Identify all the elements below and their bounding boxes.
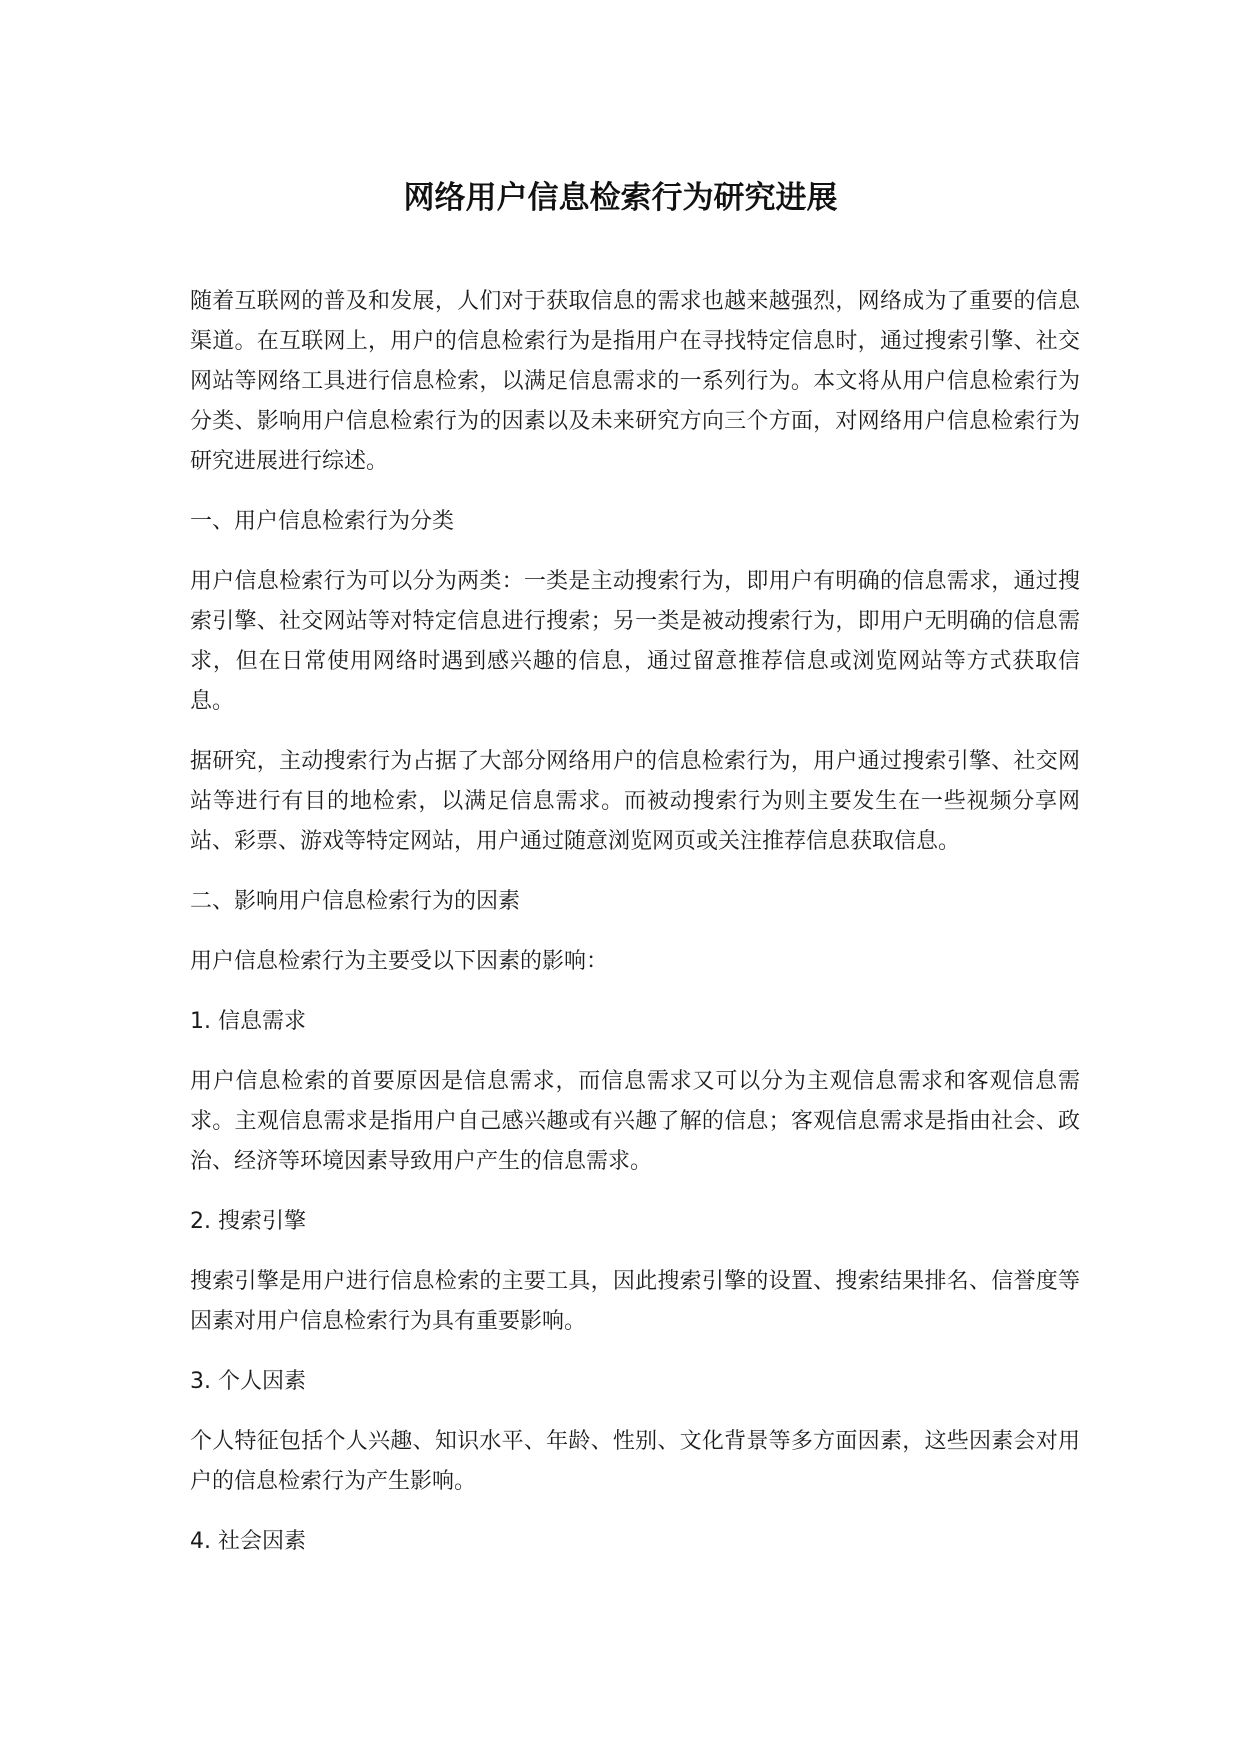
section-1-paragraph-2: 据研究，主动搜索行为占据了大部分网络用户的信息检索行为，用户通过搜索引擎、社交网站等进行有目的地检索，以满足信息需求。而被动搜索行为则主要发生在一些视频分享网站、彩票、游戏等特定网站，用户通过随意浏览网页或关注推荐信息获取信息。 [190, 749, 1080, 854]
document-title: 网络用户信息检索行为研究进展 [403, 180, 838, 216]
factor-3-heading: 3. 个人因素 [190, 1369, 306, 1394]
section-2-heading: 二、影响用户信息检索行为的因素 [190, 889, 521, 914]
section-2-intro: 用户信息检索行为主要受以下因素的影响： [190, 949, 609, 974]
document-body [190, 282, 1080, 1562]
factor-3-text: 个人特征包括个人兴趣、知识水平、年龄、性别、文化背景等多方面因素，这些因素会对用户的信息检索行为产生影响。 [190, 1429, 1080, 1494]
factor-1-text: 用户信息检索的首要原因是信息需求，而信息需求又可以分为主观信息需求和客观信息需求。主观信息需求是指用户自己感兴趣或有兴趣了解的信息；客观信息需求是指由社会、政治、经济等环境因素导致用户产生的信息需求。 [190, 1069, 1080, 1174]
intro-paragraph: 随着互联网的普及和发展，人们对于获取信息的需求也越来越强烈，网络成为了重要的信息渠道。在互联网上，用户的信息检索行为是指用户在寻找特定信息时，通过搜索引擎、社交网站等网络工具进行信息检索，以满足信息需求的一系列行为。本文将从用户信息检索行为分类、影响用户信息检索行为的因素以及未来研究方向三个方面，对网络用户信息检索行为研究进展进行综述。 [190, 289, 1080, 474]
factor-2-heading: 2. 搜索引擎 [190, 1209, 306, 1234]
section-1-heading: 一、用户信息检索行为分类 [190, 509, 455, 534]
factor-4-heading: 4. 社会因素 [190, 1529, 306, 1554]
factor-1-heading: 1. 信息需求 [190, 1009, 306, 1034]
section-1-paragraph-1: 用户信息检索行为可以分为两类：一类是主动搜索行为，即用户有明确的信息需求，通过搜索引擎、社交网站等对特定信息进行搜索；另一类是被动搜索行为，即用户无明确的信息需求，但在日常使用网络时遇到感兴趣的信息，通过留意推荐信息或浏览网站等方式获取信息。 [190, 569, 1080, 714]
factor-2-text: 搜索引擎是用户进行信息检索的主要工具，因此搜索引擎的设置、搜索结果排名、信誉度等因素对用户信息检索行为具有重要影响。 [190, 1269, 1080, 1334]
